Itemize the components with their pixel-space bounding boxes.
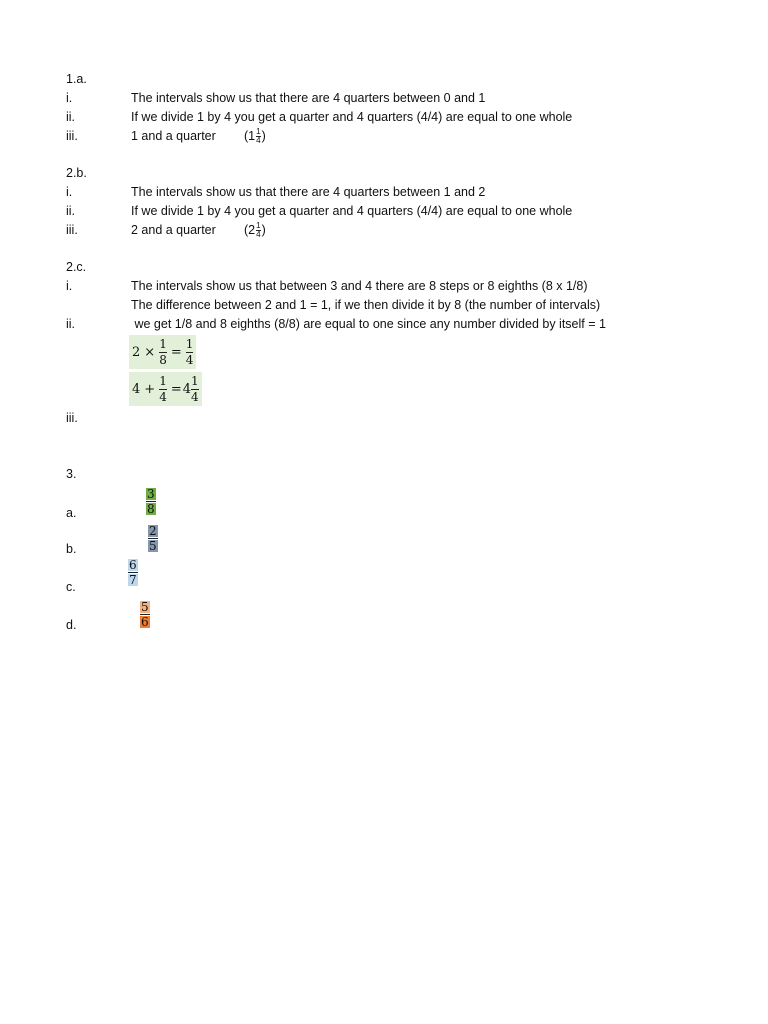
- q3-c-label: c.: [66, 580, 76, 594]
- q2c-heading: 2.c.: [66, 260, 87, 274]
- q2b-iii-text: 2 and a quarter: [131, 223, 216, 237]
- q1a-i-text: The intervals show us that there are 4 quarters between 0 and 1: [131, 91, 486, 105]
- q1a-ii-text: If we divide 1 by 4 you get a quarter and 4 quarters (4/4) are equal to one whole: [131, 110, 573, 124]
- q1a-iii-text: 1 and a quarter: [131, 129, 216, 143]
- q2c-ii-number: ii.: [66, 317, 76, 331]
- q3-c-fraction: 6 7: [129, 558, 137, 587]
- q2c-i-number: i.: [66, 279, 73, 293]
- q1a-ii-number: ii.: [66, 110, 76, 124]
- q2c-iii-number: iii.: [66, 411, 78, 425]
- q3-a-label: a.: [66, 506, 77, 520]
- q3-b-fraction: 2 5: [149, 524, 157, 553]
- equation-add: 4 + 1 4 = 4 1 4: [129, 372, 202, 406]
- q1a-i-number: i.: [66, 91, 73, 105]
- q1a-iii-number: iii.: [66, 129, 78, 143]
- q2c-ii-line2: we get 1/8 and 8 eighths (8/8) are equal to one since any number divided by itself = 1: [131, 317, 606, 331]
- q1a-heading: 1.a.: [66, 72, 87, 86]
- q3-b-label: b.: [66, 542, 77, 556]
- q2c-i-text: The intervals show us that between 3 and 4 there are 8 steps or 8 eighths (8 x 1/8): [131, 279, 588, 293]
- q2c-ii-line1: The difference between 2 and 1 = 1, if we then divide it by 8 (the number of intervals): [131, 298, 601, 312]
- q3-a-fraction: 3 8: [147, 487, 155, 516]
- q2b-i-number: i.: [66, 185, 73, 199]
- q2b-i-text: The intervals show us that there are 4 quarters between 1 and 2: [131, 185, 486, 199]
- q3-d-fraction: 5 6: [141, 600, 149, 629]
- q2b-ii-text: If we divide 1 by 4 you get a quarter and 4 quarters (4/4) are equal to one whole: [131, 204, 573, 218]
- q3-heading: 3.: [66, 467, 77, 481]
- q1a-mixed-number: (1 $\frac{1}{4}$ ): [244, 127, 266, 146]
- q2b-iii-number: iii.: [66, 223, 78, 237]
- q3-d-label: d.: [66, 618, 77, 632]
- q2b-mixed-number: (2 $\frac{1}{4}$ ): [244, 221, 266, 240]
- equation-multiply: 2 × 1 8 = 1 4: [129, 335, 196, 369]
- q2b-ii-number: ii.: [66, 204, 76, 218]
- q2b-heading: 2.b.: [66, 166, 87, 180]
